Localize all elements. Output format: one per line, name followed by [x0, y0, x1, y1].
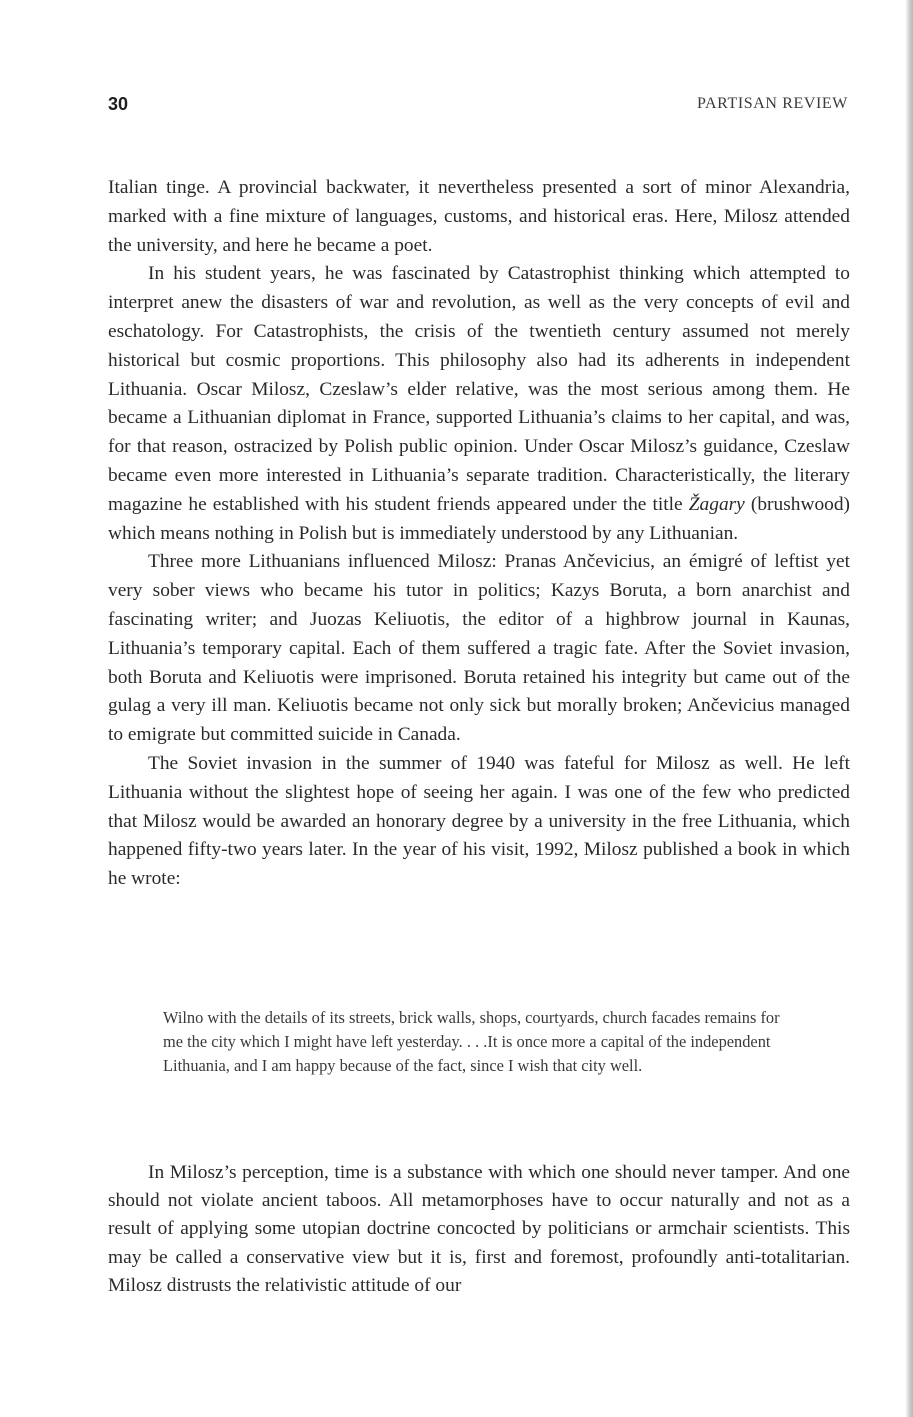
paragraph-text: In his student years, he was fascinated by Catastrophist thinking which attempted to interpret anew the disasters of war and revolution, as well as the very concepts of evil and eschatology. For Catastrophists, the crisis of the twentieth century assumed not merely historical but cosmic proportions. This philosophy also had its adherents in independent Lithuania. Oscar Milosz, Czeslaw’s elder relative, was the most serious among them. He became a Lithuanian diplomat in France, supported Lithuania’s claims to her capital, and was, for that reason, ostracized by Polish public opinion. Under Oscar Milosz’s guidance, Czeslaw became even more interested in Lithuania’s separate tradition. Characteristically, the literary magazine he established with his student friends appeared under the title: [108, 263, 850, 515]
journal-title: PARTISAN REVIEW: [696, 95, 848, 112]
running-head: [108, 94, 848, 122]
body-text: [108, 174, 850, 894]
paragraph-catastrophist: [108, 260, 850, 548]
paragraph-perception: In Milosz’s perception, time is a substance with which one should never tamper. And one should not violate ancient taboos. All metamorphoses have to occur naturally and not as a result of applying some utopian doctrine concocted by politicians or armchair scientists. This may be called a conservative view but it is, first and foremost, profoundly anti-totalitarian. Milosz distrusts the relativistic attitude of our: [108, 1162, 850, 1296]
paragraph-three-lithuanians: Three more Lithuanians influenced Milosz: Pranas Ančevicius, an émigré of leftist yet very sober views who became his tutor in politics; Kazys Boruta, a born anarchist and fascinating writer; and Juozas Keliuotis, the editor of a highbrow journal in Kaunas, Lithuania’s temporary capital. Each of them suffered a tragic fate. After the Soviet invasion, both Boruta and Keliuotis were imprisoned. Boruta retained his integrity but came out of the gulag a very ill man. Keliuotis became not only sick but morally broken; Ančevicius managed to emigrate but committed suicide in Canada.: [108, 551, 850, 746]
magazine-title: Žagary: [688, 493, 745, 515]
paragraph-soviet-invasion: The Soviet invasion in the summer of 1940 was fateful for Milosz as well. He left Lithuania without the slightest hope of seeing her again. I was one of the few who predicted that Milosz would be awarded an honorary degree by a university in the free Lithuania, which happened fifty-two years later. In the year of his visit, 1992, Milosz published a book in which he wrote:: [108, 752, 850, 890]
paragraph-continued: Italian tinge. A provincial backwater, it nevertheless presented a sort of minor Alexandria, marked with a fine mixture of languages, customs, and historical eras. Here, Milosz attended the university, and here he became a poet.: [108, 177, 850, 256]
quote-text: Wilno with the details of its streets, brick walls, shops, courtyards, church facades remains for me the city which I might have left yesterday. . . .It is once more a capital of the independent Lithuania, and I am happy because of the fact, since I wish that city well.: [163, 1008, 780, 1076]
closing-text: [108, 1159, 850, 1300]
block-quote: [163, 1006, 795, 1079]
page-number: 30: [108, 94, 129, 114]
page-edge-shadow: [906, 0, 913, 1417]
paragraph-text: (brushwood) which means nothing in Polish but is immediately understood by any Lithuanian.: [108, 493, 850, 544]
